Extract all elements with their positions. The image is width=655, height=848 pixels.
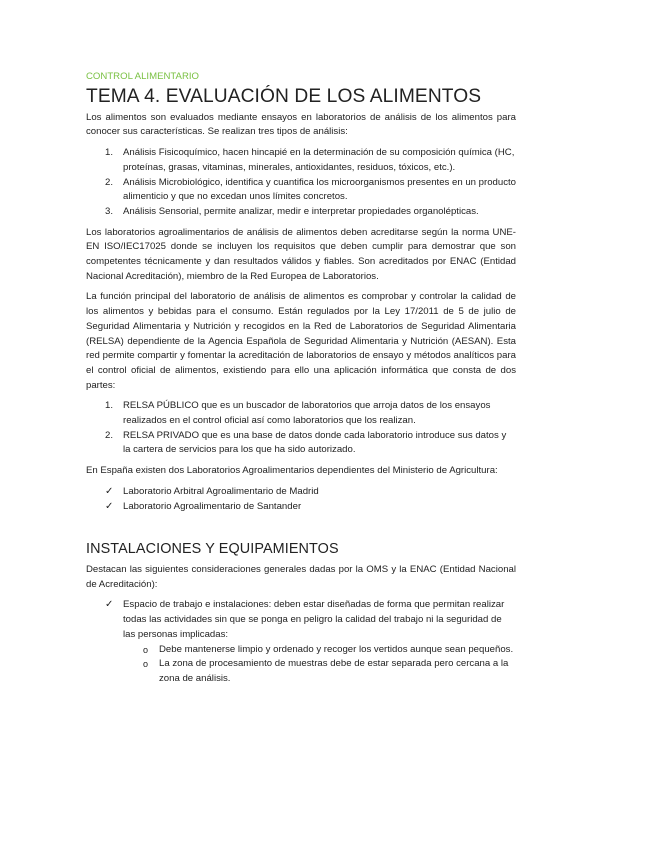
- installations-sublist: [123, 643, 516, 687]
- analysis-item: [86, 176, 516, 205]
- list-number: 2.: [105, 429, 114, 441]
- check-icon: ✓: [105, 485, 114, 497]
- analysis-item: [86, 146, 516, 175]
- circle-bullet-icon: o: [143, 659, 149, 670]
- list-item-text: Análisis Microbiológico, identifica y cuantifica los microorganismos presentes en un producto alimenticio y que no excedan unos límites concretos.: [123, 176, 517, 203]
- installations-title: INSTALACIONES Y EQUIPAMIENTOS: [86, 541, 339, 558]
- check-icon: ✓: [105, 599, 114, 611]
- spain-paragraph: En España existen dos Laboratorios Agroalimentarios dependientes del Ministerio de Agricultura:: [86, 465, 498, 477]
- list-item-text: Debe mantenerse limpio y ordenado y recoger los vertidos aunque sean pequeños.: [159, 643, 514, 655]
- circle-bullet-icon: o: [143, 644, 149, 655]
- list-item-text: Laboratorio Arbitral Agroalimentario de Madrid: [123, 485, 319, 497]
- analysis-list: [86, 146, 516, 220]
- document-content: [86, 70, 516, 703]
- installations-intro: Destacan las siguientes consideraciones generales dadas por la OMS y la ENAC (Entidad Nacional de Acreditación):: [86, 563, 516, 590]
- list-item-text: Espacio de trabajo e instalaciones: deben estar diseñadas de forma que permitan realizar todas las actividades sin que se ponga en peligro la calidad del trabajo ni la seguridad de las personas implicadas:: [123, 599, 505, 640]
- list-item-text: Análisis Sensorial, permite analizar, medir e interpretar propiedades organolépticas.: [123, 205, 479, 217]
- list-item-text: La zona de procesamiento de muestras debe de estar separada pero cercana a la zona de análisis.: [159, 658, 509, 684]
- relsa-list: [86, 399, 516, 458]
- list-number: 1.: [105, 147, 114, 159]
- installations-list: [86, 598, 516, 686]
- list-item-text: Análisis Fisicoquímico, hacen hincapié en la determinación de su composición química (HC, proteínas, grasas, vitaminas, minerales, antioxidantes, residuos, tóxicos, etc.).: [123, 147, 515, 173]
- installations-item: [86, 598, 516, 686]
- relsa-item: [86, 399, 516, 428]
- section-title: TEMA 4. EVALUACIÓN DE LOS ALIMENTOS: [86, 86, 482, 107]
- list-item-text: RELSA PRIVADO que es una base de datos donde cada laboratorio introduce sus datos y la cartera de servicios para los que ha sido autorizado.: [123, 429, 507, 456]
- laboratory-item: [86, 485, 516, 500]
- laboratories-paragraph: Los laboratorios agroalimentarios de análisis de alimentos deben acreditarse según la norma UNE-EN ISO/IEC17025 donde se incluyen los requisitos que deben cumplir para demostrar que son competentes técnicamente y dan resultados válidos y fiables. Son acreditados por ENAC (Entidad Nacional Acreditación), miembro de la Red Europea de Laboratorios.: [86, 226, 516, 282]
- list-number: 2.: [105, 176, 114, 188]
- check-icon: ✓: [105, 500, 114, 512]
- list-item-text: Laboratorio Agroalimentario de Santander: [123, 500, 302, 512]
- list-item-text: RELSA PÚBLICO que es un buscador de laboratorios que arroja datos de los ensayos realizados en el control oficial así como laboratorios que los realizan.: [123, 400, 491, 427]
- installations-subitem: [123, 643, 516, 658]
- intro-paragraph: Los alimentos son evaluados mediante ensayos en laboratorios de análisis de los alimentos para conocer sus características. Se realizan tres tipos de análisis:: [86, 111, 516, 138]
- function-paragraph: La función principal del laboratorio de análisis de alimentos es comprobar y controlar la calidad de los alimentos y bebidas para el consumo. Están regulados por la Ley 17/2011 de 5 de julio de Seguridad Alimentaria y Nutrición y recogidos en la Red de Laboratorios de Seguridad Alimentaria (RELSA) dependiente de la Agencia Española de Seguridad Alimentaria y Nutrición (AESAN). Esta red permite compartir y fomentar la acreditación de laboratorios de ensayo y métodos analíticos para el control oficial de alimentos, existiendo para ello una aplicación informática que consta de dos partes:: [86, 291, 516, 391]
- laboratory-item: [86, 500, 516, 515]
- section-kicker: CONTROL ALIMENTARIO: [86, 71, 200, 82]
- list-number: 1.: [105, 400, 114, 412]
- installations-subitem: [123, 657, 516, 686]
- analysis-item: [86, 205, 516, 220]
- laboratories-list: [86, 485, 516, 514]
- list-number: 3.: [105, 205, 114, 217]
- relsa-item: [86, 429, 516, 458]
